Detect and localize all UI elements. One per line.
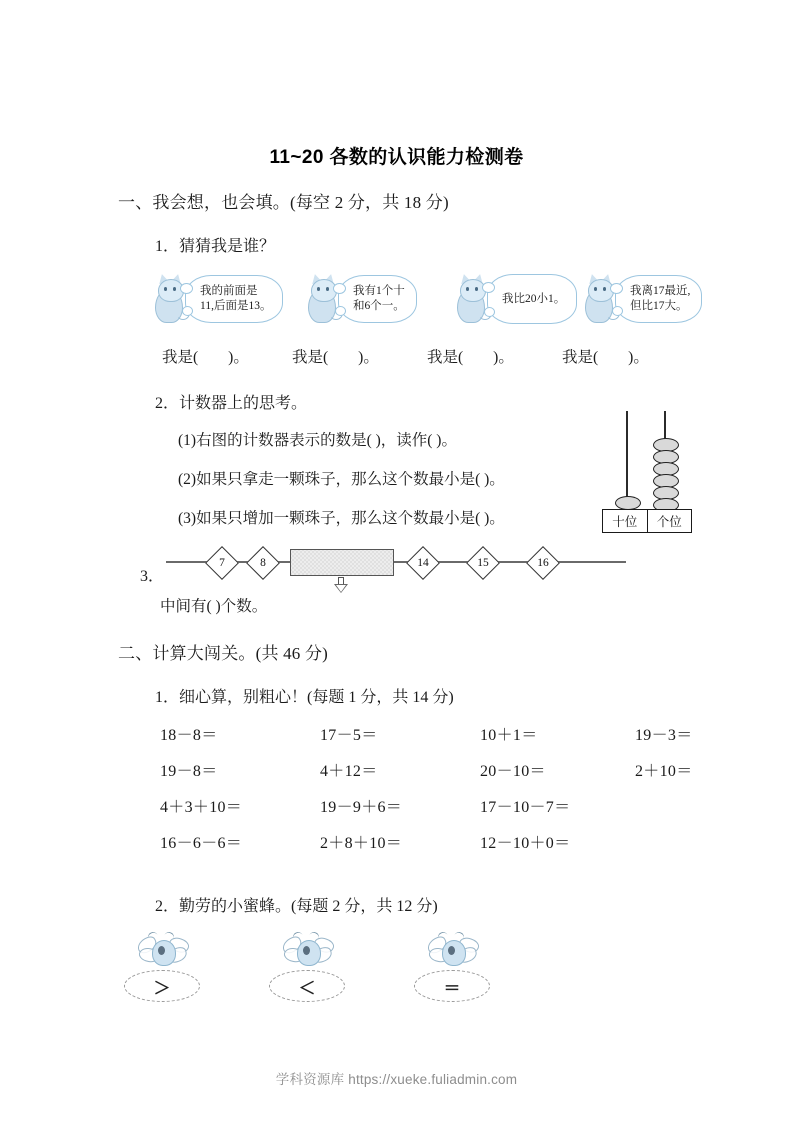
arithmetic-cell[interactable]: 2＋10＝ (635, 763, 693, 780)
bubble-line-2: 和6个一。 (353, 300, 405, 312)
cat-icon (580, 273, 620, 325)
arithmetic-row (160, 830, 705, 866)
number-line-node-8 (246, 546, 280, 580)
number-line-node-16 (526, 546, 560, 580)
page-title: 11~20 各数的认识能力检测卷 (269, 147, 524, 168)
cat-bubble-4 (580, 268, 702, 330)
arithmetic-cell[interactable]: 4＋3＋10＝ (160, 799, 243, 816)
arithmetic-cell[interactable]: 17－10－7＝ (480, 799, 571, 816)
arithmetic-grid (160, 722, 705, 866)
speech-bubble (487, 274, 577, 324)
bee-item-greater[interactable] (118, 930, 204, 1002)
question-2-1-heading: 1．细心算，别粗心！(每题 1 分，共 14 分) (155, 689, 454, 706)
bubble-line-2: 11,后面是13。 (200, 300, 272, 312)
answer-suffix: )。 (228, 349, 249, 366)
cat-eye-right (603, 287, 606, 291)
number-line-node-14 (406, 546, 440, 580)
speech-bubble (185, 275, 283, 323)
answer-suffix: )。 (493, 349, 514, 366)
bubble-line-1: 我比20小1。 (502, 292, 566, 305)
arithmetic-row (160, 758, 705, 794)
bubble-line-1: 我有1个十 (353, 285, 405, 298)
number-line-value: 15 (477, 557, 489, 569)
abacus-label-tens: 十位 (612, 515, 638, 529)
bee-item-equal[interactable] (408, 930, 494, 1002)
section-one-heading: 一、我会想，也会填。(每空 2 分，共 18 分) (118, 193, 449, 212)
abacus-rod-tens (626, 411, 628, 509)
number-line-value: 7 (219, 557, 225, 569)
number-line-node-7 (205, 546, 239, 580)
section-two-heading: 二、计算大闯关。(共 46 分) (118, 644, 329, 663)
number-line-value: 16 (537, 557, 549, 569)
question-1-3-number: 3． (140, 568, 165, 585)
answer-prefix: 我是( (562, 349, 599, 366)
question-1-2-item-2[interactable]: (2)如果只拿走一颗珠子，那么这个数最小是( )。 (178, 471, 505, 488)
cat-eye-right (475, 287, 478, 291)
number-line-value: 8 (260, 557, 266, 569)
arrow-head (334, 584, 348, 593)
bee-answer-oval[interactable]: ＝ (414, 970, 490, 1002)
cat-bubble-row (150, 268, 725, 330)
arithmetic-cell[interactable]: 12－10＋0＝ (480, 835, 571, 852)
answer-suffix: )。 (628, 349, 649, 366)
speech-bubble (338, 275, 417, 323)
bubble-line-2: 但比17大。 (630, 300, 688, 312)
answer-blank-2[interactable] (292, 345, 379, 367)
arithmetic-cell[interactable]: 17－5＝ (320, 727, 378, 744)
abacus-figure (600, 408, 696, 538)
cat-icon (150, 273, 190, 325)
arithmetic-cell[interactable]: 10＋1＝ (480, 727, 538, 744)
abacus-label-ones: 个位 (647, 510, 692, 532)
arithmetic-cell[interactable]: 16－6－6＝ (160, 835, 243, 852)
watermark: 学科资源库 https://xueke.fuliadmin.com (275, 1072, 518, 1087)
answer-blank-4[interactable] (562, 345, 649, 367)
cat-icon (303, 273, 343, 325)
number-line-gap-box[interactable] (290, 549, 394, 576)
abacus-bead-tens-1 (615, 496, 641, 510)
answer-prefix: 我是( (427, 349, 464, 366)
question-2-2-heading: 2．勤劳的小蜜蜂。(每题 2 分，共 12 分) (155, 898, 438, 915)
question-1-1-answer-row (162, 345, 682, 369)
arithmetic-cell[interactable]: 19－9＋6＝ (320, 799, 403, 816)
cat-eye-left (466, 287, 469, 291)
cat-bubble-2 (303, 268, 417, 330)
arithmetic-cell[interactable]: 19－8＝ (160, 763, 218, 780)
answer-blank-3[interactable] (427, 345, 514, 367)
question-1-2-item-3[interactable]: (3)如果只增加一颗珠子，那么这个数最小是( )。 (178, 510, 505, 527)
bubble-line-1: 我的前面是 (200, 285, 258, 298)
bee-eye (158, 946, 165, 955)
arithmetic-row (160, 794, 705, 830)
cat-eye-left (164, 287, 167, 291)
answer-blank-1[interactable] (162, 345, 249, 367)
bubble-line-1: 我离17最近, (630, 285, 691, 298)
bee-answer-oval[interactable]: ＜ (269, 970, 345, 1002)
number-line-value: 14 (417, 557, 429, 569)
number-line-down-arrow-icon (334, 577, 348, 593)
cat-eye-left (594, 287, 597, 291)
cat-eye-left (317, 287, 320, 291)
arithmetic-row (160, 722, 705, 758)
arithmetic-cell[interactable]: 18－8＝ (160, 727, 218, 744)
speech-bubble (615, 275, 702, 323)
answer-prefix: 我是( (292, 349, 329, 366)
bee-eye (303, 946, 310, 955)
number-line-node-15 (466, 546, 500, 580)
arithmetic-cell[interactable]: 4＋12＝ (320, 763, 378, 780)
bee-eye (448, 946, 455, 955)
cat-icon (452, 273, 492, 325)
answer-suffix: )。 (358, 349, 379, 366)
question-1-2-heading: 2．计数器上的思考。 (155, 395, 308, 412)
question-1-1-heading: 1．猜猜我是谁？ (155, 238, 276, 255)
bee-item-less[interactable] (263, 930, 349, 1002)
cat-eye-right (173, 287, 176, 291)
bee-row (118, 930, 538, 1002)
arithmetic-cell[interactable]: 19－3＝ (635, 727, 693, 744)
abacus-base (602, 509, 692, 533)
answer-prefix: 我是( (162, 349, 199, 366)
arithmetic-cell[interactable]: 2＋8＋10＝ (320, 835, 403, 852)
cat-eye-right (326, 287, 329, 291)
number-line-figure (166, 548, 626, 592)
bee-answer-oval[interactable]: ＞ (124, 970, 200, 1002)
question-1-2-item-1[interactable]: (1)右图的计数器表示的数是( )，读作( )。 (178, 432, 457, 449)
cat-bubble-1 (150, 268, 283, 330)
cat-bubble-3 (452, 268, 577, 330)
arithmetic-cell[interactable]: 20－10＝ (480, 763, 546, 780)
question-1-3-text[interactable]: 中间有( )个数。 (160, 598, 268, 615)
